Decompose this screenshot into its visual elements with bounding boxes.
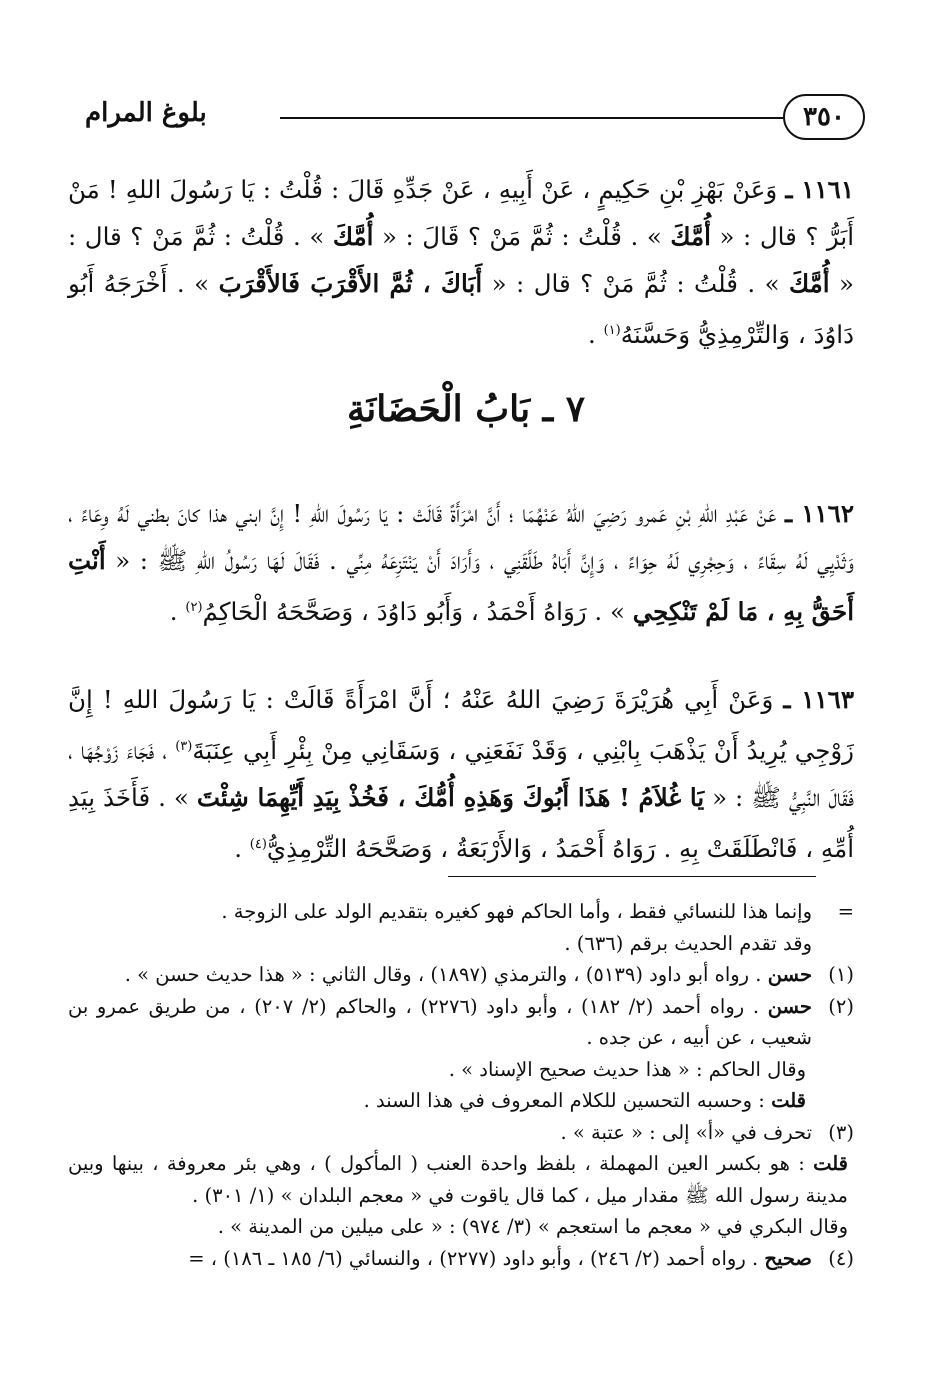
footnote-mark: = [837, 900, 854, 923]
footnote-ref: (٣) [175, 739, 193, 754]
footnote-ref: (١) [603, 323, 621, 338]
hadith-1162 [68, 490, 854, 635]
hadith-number: ١١٦٢ ـ [784, 499, 854, 528]
hadith-paragraph: ١١٦٢ ـ عَنْ عَبْدِ اللهِ بْنِ عَمرو رَضِيَ اللهُ عَنْهُمَا ؛ أَنَّ امْرَأَةً قَالَتْ : يَا رَسُولَ اللهِ ! إِنَّ ابني هذا كانَ بطني لَهُ وِعَاءً ، وَثَدْيِي لَهُ سِقَاءً ، وَحِجْرِي لَهُ حِوَاءً ، وَإِنَّ أَبَاهُ طَلَّقَنِي ، وَأَرَادَ أَنْ يَنْتَزِعَهُ مِنِّي . فَقَالَ لَهَا رَسُولُ اللهِ ﷺ : « أَنْتِ أَحَقُّ بِهِ ، مَا لَمْ تَنْكِحِي » . رَوَاهُ أَحْمَدُ ، وَأَبُو دَاوُدَ ، وَصَحَّحَهُ الْحَاكِمُ$^{(٢)}$ . [68, 499, 854, 627]
prophetic-quote: أَنْتِ أَحَقُّ بِهِ ، مَا لَمْ تَنْكِحِي [68, 546, 854, 627]
prophetic-quote: أُمَّكَ [789, 269, 830, 298]
hadith-grade: حسن [767, 963, 812, 986]
page-header [70, 92, 865, 142]
hadith-grade: حسن [767, 994, 812, 1018]
hadith-1163 [68, 676, 854, 872]
footnote-ref: (٢) [185, 600, 203, 615]
hadith-1161 [68, 166, 854, 358]
hadith-grade: صحيح [764, 1246, 812, 1270]
footnote-ref: (٤) [249, 837, 267, 853]
hadith-paragraph: ١١٦١ ـ وَعَنْ بَهْزِ بْنِ حَكِيمٍ ، عَنْ أَبِيهِ ، عَنْ جَدِّهِ قَالَ : قُلْتُ : يَا رَسُولَ اللهِ ! مَنْ أَبَرُّ ؟ قال : « أُمَّكَ » . قُلْتُ : ثُمَّ مَنْ ؟ قَالَ : « أُمَّكَ » . قُلْتُ : ثُمَّ مَنْ ؟ قال : « أُمَّكَ » . قُلْتُ : ثُمَّ مَنْ ؟ قال : « أَبَاكَ ، ثُمَّ الأَقْرَبَ فَالأَقْرَبَ » . أَخْرَجَهُ أَبُو دَاوُدَ ، وَالتِّرْمِذِيُّ وَحَسَّنَهُ$^{(١)}$ . [68, 175, 855, 350]
header-rule [280, 117, 785, 119]
footnotes [68, 896, 854, 1274]
section-title: ٧ ـ بَابُ الْحَضَانَةِ [346, 388, 586, 430]
prophetic-quote: يَا غُلاَمُ ! هَذَا أَبُوكَ وَهَذِهِ أُمُّكَ ، فَخُذْ بِيَدِ أَيِّهِمَا شِئْتَ [196, 783, 705, 813]
book-title: بلوغ المرام [85, 98, 207, 128]
footnote-4: (٤) صحيح . رواه أحمد (٢/ ٢٤٦) ، وأبو داود (٢٢٧٧) ، والنسائي (٦/ ١٨٥ ـ ١٨٦) ، = [68, 1243, 854, 1275]
footnote-2: (٢) حسن . رواه أحمد (٢/ ١٨٢) ، وأبو داود (٢٢٧٦) ، والحاكم (٢/ ٢٠٧) ، من طريق عمرو بن شعيب ، عن أبيه ، عن جده . وقال الحاكم : « هذا حديث صحيح الإسناد » . قلت : وحسبه التحسين للكلام المعروف في هذا السند . [68, 991, 854, 1117]
editor-note-label: قلت [813, 1152, 848, 1175]
page-number: ٣٥٠ [783, 94, 865, 140]
footnote-continued: = وإنما هذا للنسائي فقط ، وأما الحاكم فهو كغيره بتقديم الولد على الزوجة . وقد تقدم الحديث برقم (٦٣٦) . [68, 896, 854, 959]
footnote-mark: (١) [828, 963, 854, 986]
footnote-separator [448, 876, 816, 877]
editor-note-label: قلت [771, 1089, 806, 1112]
hadith-number: ١١٦١ ـ [785, 175, 854, 204]
footnote-mark: (٣) [828, 1120, 854, 1144]
hadith-paragraph: ١١٦٣ ـ وَعَنْ أَبِي هُرَيْرَةَ رَضِيَ اللهُ عَنْهُ ؛ أَنَّ امْرَأَةً قَالَتْ : يَا رَسُولَ اللهِ ! إِنَّ زَوْجِي يُرِيدُ أَنْ يَذْهَبَ بِابْنِي ، وَقَدْ نَفَعَنِي ، وَسَقَانِي مِنْ بِئْرِ أَبِي عِنَبَةَ$^{(٣)}$ ، فَجَاءَ زَوْجُهَا ، فَقَالَ النَّبِيُّ ﷺ : « يَا غُلاَمُ ! هَذَا أَبُوكَ وَهَذِهِ أُمُّكَ ، فَخُذْ بِيَدِ أَيِّهِمَا شِئْتَ » . فَأَخَذَ بِيَدِ أُمِّهِ ، فَانْطَلَقَتْ بِهِ . رَوَاهُ أَحْمَدُ ، وَالأَرْبَعَةُ ، وَصَحَّحَهُ التِّرْمِذِيُّ$^{(٤)}$ . [68, 685, 855, 864]
prophetic-quote: أَبَاكَ ، ثُمَّ الأَقْرَبَ فَالأَقْرَبَ [218, 269, 483, 298]
footnote-3-note: قلت : هو بكسر العين المهملة ، بلفظ واحدة العنب ( المأكول ) ، وهي بئر معروفة ، بينها وبين مدينة رسول الله ﷺ مقدار ميل ، كما قال ياقوت في « معجم البلدان » (١/ ٣٠١) . وقال البكري في « معجم ما استعجم » (٣/ ٩٧٤) : « على ميلين من المدينة » . [68, 1152, 848, 1238]
prophetic-quote: أُمَّكَ [670, 222, 711, 251]
prophetic-quote: أُمَّكَ [332, 222, 374, 251]
footnote-mark: (٢) [828, 994, 854, 1018]
footnote-mark: (٤) [828, 1246, 854, 1270]
footnote-3: (٣) تحرف في «أ» إلى : « عتبة » . [68, 1117, 854, 1149]
footnote-1: (١) حسن . رواه أبو داود (٥١٣٩) ، والترمذي (١٨٩٧) ، وقال الثاني : « هذا حديث حسن » . [68, 959, 854, 991]
hadith-number: ١١٦٣ ـ [783, 685, 854, 714]
